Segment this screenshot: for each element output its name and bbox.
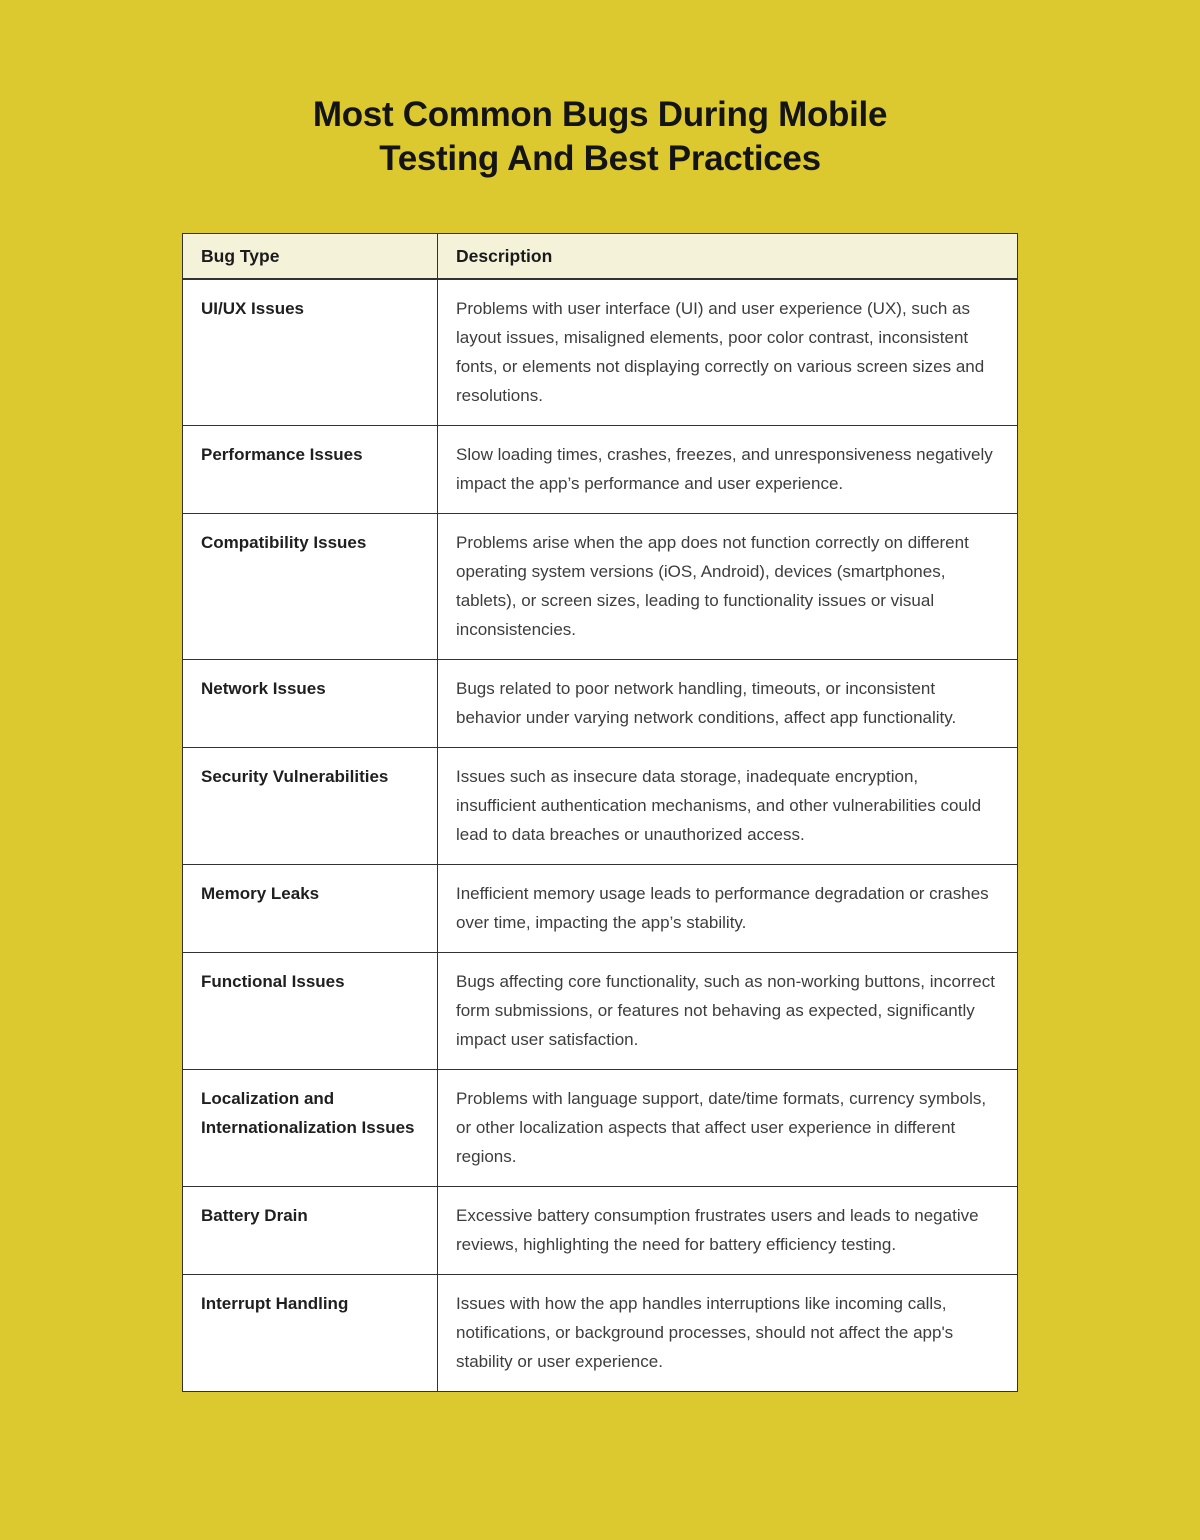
bug-type-cell: Battery Drain — [183, 1187, 438, 1275]
table-row — [183, 279, 1018, 426]
page-title — [0, 93, 1200, 181]
table-row — [183, 1275, 1018, 1392]
bug-table — [182, 233, 1018, 1392]
bug-description-cell: Excessive battery consumption frustrates users and leads to negative reviews, highlighting the need for battery efficiency testing. — [438, 1187, 1018, 1275]
bug-type-cell: UI/UX Issues — [183, 279, 438, 426]
table-row — [183, 865, 1018, 953]
table-row — [183, 660, 1018, 748]
bug-description-cell: Bugs related to poor network handling, timeouts, or inconsistent behavior under varying network conditions, affect app functionality. — [438, 660, 1018, 748]
table-row — [183, 514, 1018, 660]
bug-type-cell: Compatibility Issues — [183, 514, 438, 660]
bug-table-body — [183, 279, 1018, 1392]
page-title-line-2: Testing And Best Practices — [379, 139, 821, 178]
bug-description-cell: Problems with user interface (UI) and user experience (UX), such as layout issues, misaligned elements, poor color contrast, inconsistent fonts, or elements not displaying correctly on various screen sizes and resolutions. — [438, 279, 1018, 426]
bug-type-cell: Security Vulnerabilities — [183, 748, 438, 865]
bug-description-cell: Bugs affecting core functionality, such as non-working buttons, incorrect form submissions, or features not behaving as expected, significantly impact user satisfaction. — [438, 953, 1018, 1070]
header-row — [183, 234, 1018, 280]
bug-table-header — [183, 234, 1018, 280]
table-row — [183, 1187, 1018, 1275]
bug-description-cell: Problems arise when the app does not function correctly on different operating system versions (iOS, Android), devices (smartphones, tablets), or screen sizes, leading to functionality issues or visual inconsistencies. — [438, 514, 1018, 660]
table-row — [183, 1070, 1018, 1187]
bug-type-cell: Interrupt Handling — [183, 1275, 438, 1392]
column-header-description: Description — [438, 234, 1018, 280]
bug-description-cell: Inefficient memory usage leads to performance degradation or crashes over time, impacting the app’s stability. — [438, 865, 1018, 953]
bug-description-cell: Slow loading times, crashes, freezes, and unresponsiveness negatively impact the app’s performance and user experience. — [438, 426, 1018, 514]
table-row — [183, 426, 1018, 514]
bug-type-cell: Performance Issues — [183, 426, 438, 514]
bug-type-cell: Functional Issues — [183, 953, 438, 1070]
page-title-line-1: Most Common Bugs During Mobile — [312, 95, 888, 134]
bug-description-cell: Issues such as insecure data storage, inadequate encryption, insufficient authentication mechanisms, and other vulnerabilities could lead to data breaches or unauthorized access. — [438, 748, 1018, 865]
bug-type-cell: Localization and Internationalization Issues — [183, 1070, 438, 1187]
column-header-bug-type: Bug Type — [183, 234, 438, 280]
bug-description-cell: Problems with language support, date/time formats, currency symbols, or other localization aspects that affect user experience in different regions. — [438, 1070, 1018, 1187]
bug-type-cell: Memory Leaks — [183, 865, 438, 953]
table-row — [183, 748, 1018, 865]
table-row — [183, 953, 1018, 1070]
bug-type-cell: Network Issues — [183, 660, 438, 748]
bug-description-cell: Issues with how the app handles interruptions like incoming calls, notifications, or background processes, should not affect the app's stability or user experience. — [438, 1275, 1018, 1392]
